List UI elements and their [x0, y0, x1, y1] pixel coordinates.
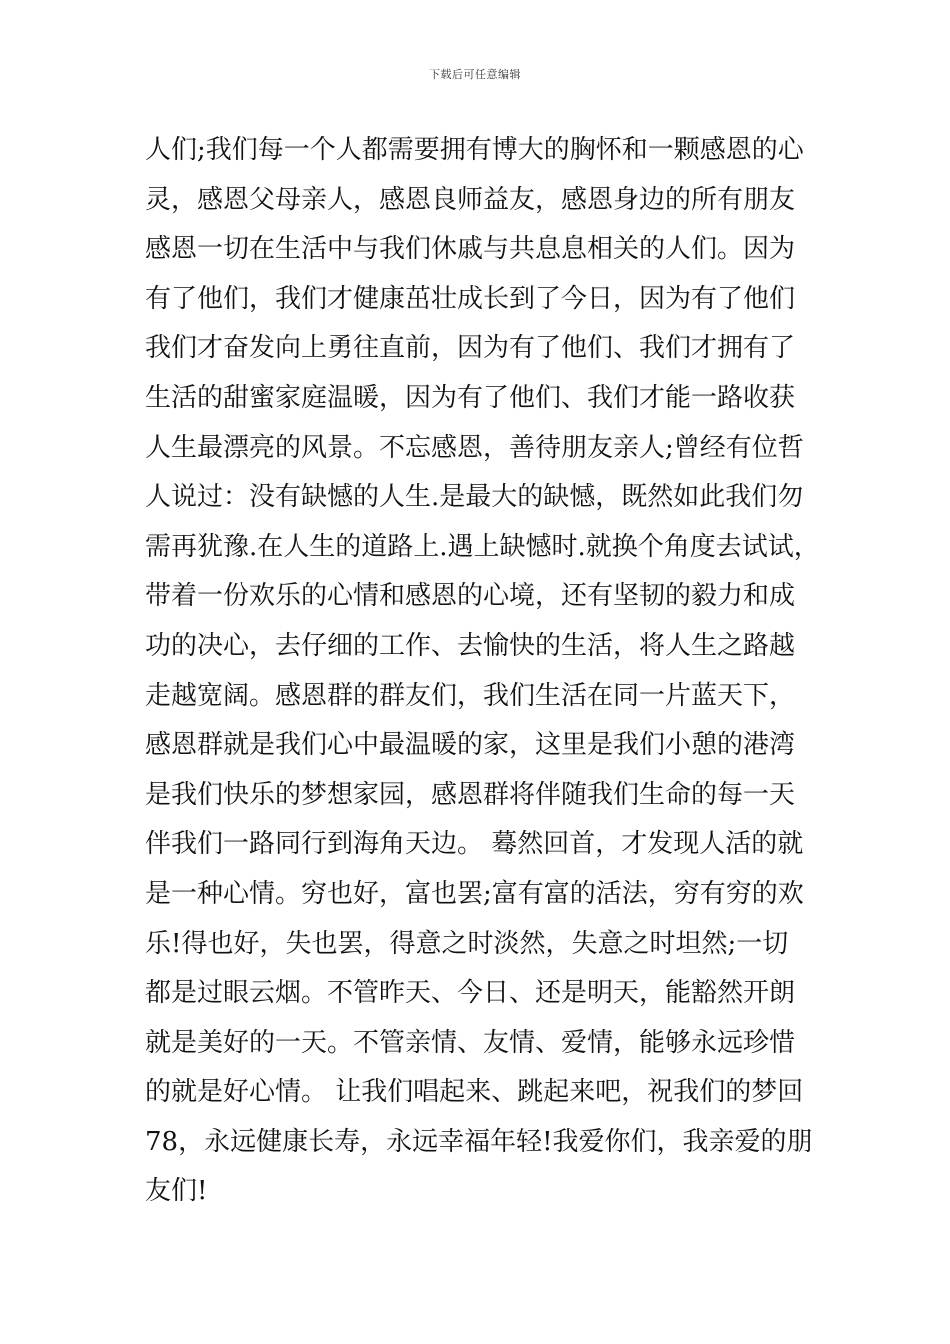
text-line: 的就是好心情。 让我们唱起来、跳起来吧，祝我们的梦回 — [145, 1077, 804, 1108]
text-line: 我们才奋发向上勇往直前，因为有了他们、我们才拥有了 — [145, 333, 796, 364]
body-text — [145, 126, 825, 1217]
text-line: 感恩一切在生活中与我们休戚与共息息相关的人们。因为 — [145, 234, 796, 265]
text-line: 是我们快乐的梦想家园，感恩群将伴随我们生命的每一天 — [145, 779, 796, 810]
text-line: 友们! — [145, 1176, 208, 1207]
text-line: 功的决心，去仔细的工作、去愉快的生活，将人生之路越 — [145, 630, 796, 661]
text-line: 灵，感恩父母亲人，感恩良师益友，感恩身边的所有朋友 — [145, 184, 796, 215]
text-line: 乐!得也好，失也罢，得意之时淡然，失意之时坦然;一切 — [145, 928, 789, 959]
text-line: 人生最漂亮的风景。不忘感恩，善待朋友亲人;曾经有位哲 — [145, 432, 804, 463]
text-line: 感恩群就是我们心中最温暖的家，这里是我们小憩的港湾 — [145, 730, 796, 761]
text-line: 就是美好的一天。不管亲情、友情、爱情，能够永远珍惜 — [145, 1027, 796, 1058]
text-line: 有了他们，我们才健康茁壮成长到了今日，因为有了他们 — [145, 283, 796, 314]
text-line: 都是过眼云烟。不管昨天、今日、还是明天，能豁然开朗 — [145, 978, 796, 1009]
header-note: 下载后可任意编辑 — [429, 68, 521, 81]
text-line: 78，永远健康长寿，永远幸福年轻!我爱你们，我亲爱的朋 — [145, 1126, 813, 1157]
text-line: 需再犹豫.在人生的道路上.遇上缺憾时.就换个角度去试试， — [145, 531, 820, 562]
text-line: 是一种心情。穷也好，富也罢;富有富的活法，穷有穷的欢 — [145, 878, 804, 909]
text-line: 带着一份欢乐的心情和感恩的心境，还有坚韧的毅力和成 — [145, 581, 796, 612]
text-line: 生活的甜蜜家庭温暖，因为有了他们、我们才能一路收获 — [145, 382, 796, 413]
text-line: 人们;我们每一个人都需要拥有博大的胸怀和一颗感恩的心 — [145, 135, 804, 165]
text-line: 走越宽阔。感恩群的群友们，我们生活在同一片蓝天下， — [145, 680, 796, 711]
text-line: 伴我们一路同行到海角天边。 蓦然回首，才发现人活的就 — [145, 829, 804, 860]
text-line: 人说过：没有缺憾的人生.是最大的缺憾，既然如此我们勿 — [145, 482, 804, 513]
